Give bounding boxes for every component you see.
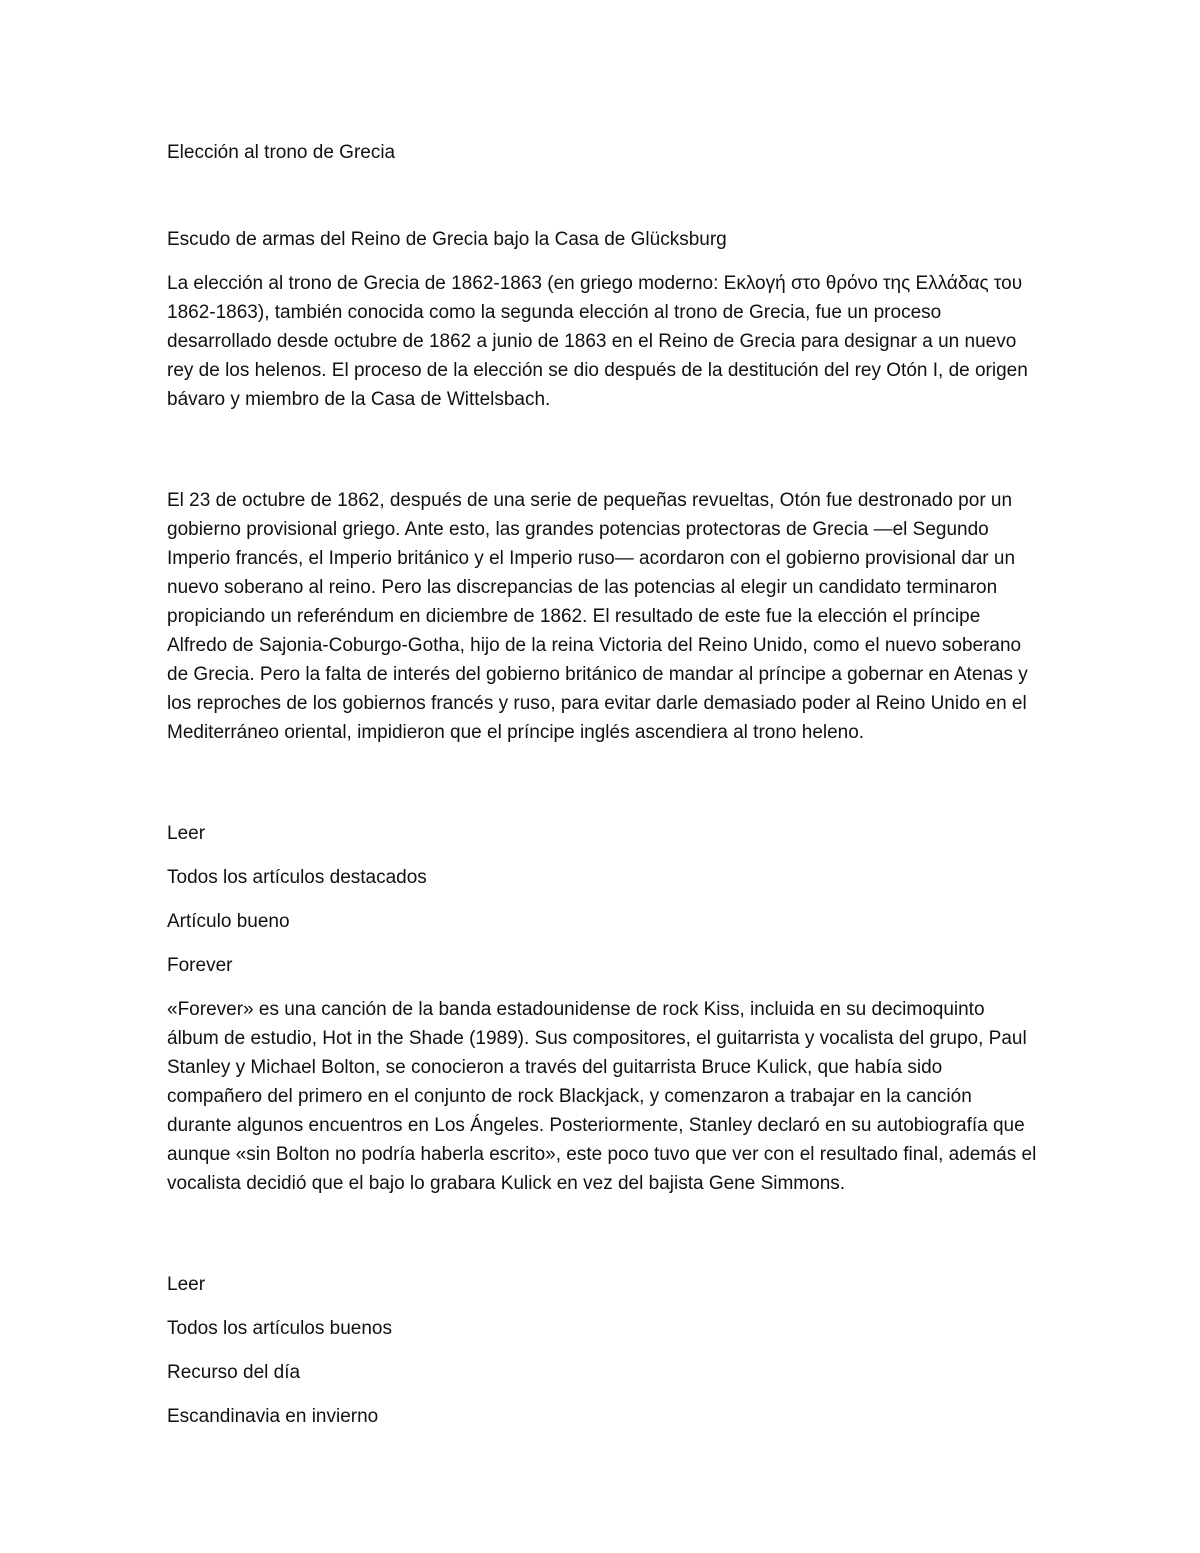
image-caption: Escudo de armas del Reino de Grecia bajo la Casa de Glücksburg [167,229,727,250]
all-good-articles-link[interactable]: Todos los artículos buenos [167,1318,392,1339]
good-article-label: Artículo bueno [167,911,290,932]
resource-of-day-label: Recurso del día [167,1362,301,1383]
all-featured-articles-link[interactable]: Todos los artículos destacados [167,867,427,888]
read-link-featured[interactable]: Leer [167,823,206,844]
paragraph-forever: «Forever» es una canción de la banda estadounidense de rock Kiss, incluida en su decimoquinto álbum de estudio, Hot in the Shade (1989). Sus compositores, el guitarrista y vocalista del grupo, Paul Stanley y Michael Bolton, se conocieron a través del guitarrista Bruce Kulick, que había sido compañero del primero en el conjunto de rock Blackjack, y comenzaron a trabajar en la canción durante algunos encuentros en Los Ángeles. Posteriormente, Stanley declaró en su autobiografía que aunque «sin Bolton no podría haberla escrito», este poco tuvo que ver con el resultado final, además el vocalista decidió que el bajo lo grabara Kulick en vez del bajista Gene Simmons. [167,999,1037,1194]
scandinavia-heading: Escandinavia en invierno [167,1406,379,1427]
forever-heading: Forever [167,955,233,976]
read-link-good[interactable]: Leer [167,1274,206,1295]
paragraph-election-details: El 23 de octubre de 1862, después de una serie de pequeñas revueltas, Otón fue destronado por un gobierno provisional griego. Ante esto, las grandes potencias protectoras de Grecia —el Segundo Imperio francés, el Imperio británico y el Imperio ruso— acordaron con el gobierno provisional dar un nuevo soberano al reino. Pero las discrepancias de las potencias al elegir un candidato terminaron propiciando un referéndum en diciembre de 1862. El resultado de este fue la elección el príncipe Alfredo de Sajonia-Coburgo-Gotha, hijo de la reina Victoria del Reino Unido, como el nuevo soberano de Grecia. Pero la falta de interés del gobierno británico de mandar al príncipe a gobernar en Atenas y los reproches de los gobiernos francés y ruso, para evitar darle demasiado poder al Reino Unido en el Mediterráneo oriental, impidieron que el príncipe inglés ascendiera al trono heleno. [167,490,1028,743]
document-title: Elección al trono de Grecia [167,142,396,163]
paragraph-election-intro: La elección al trono de Grecia de 1862-1863 (en griego moderno: Εκλογή στο θρόνο της Ελλάδας του 1862-1863), también conocida como la segunda elección al trono de Grecia, fue un proceso desarrollado desde octubre de 1862 a junio de 1863 en el Reino de Grecia para designar a un nuevo rey de los helenos. El proceso de la elección se dio después de la destitución del rey Otón I, de origen bávaro y miembro de la Casa de Wittelsbach. [167,273,1028,410]
document-body [167,138,1037,1431]
